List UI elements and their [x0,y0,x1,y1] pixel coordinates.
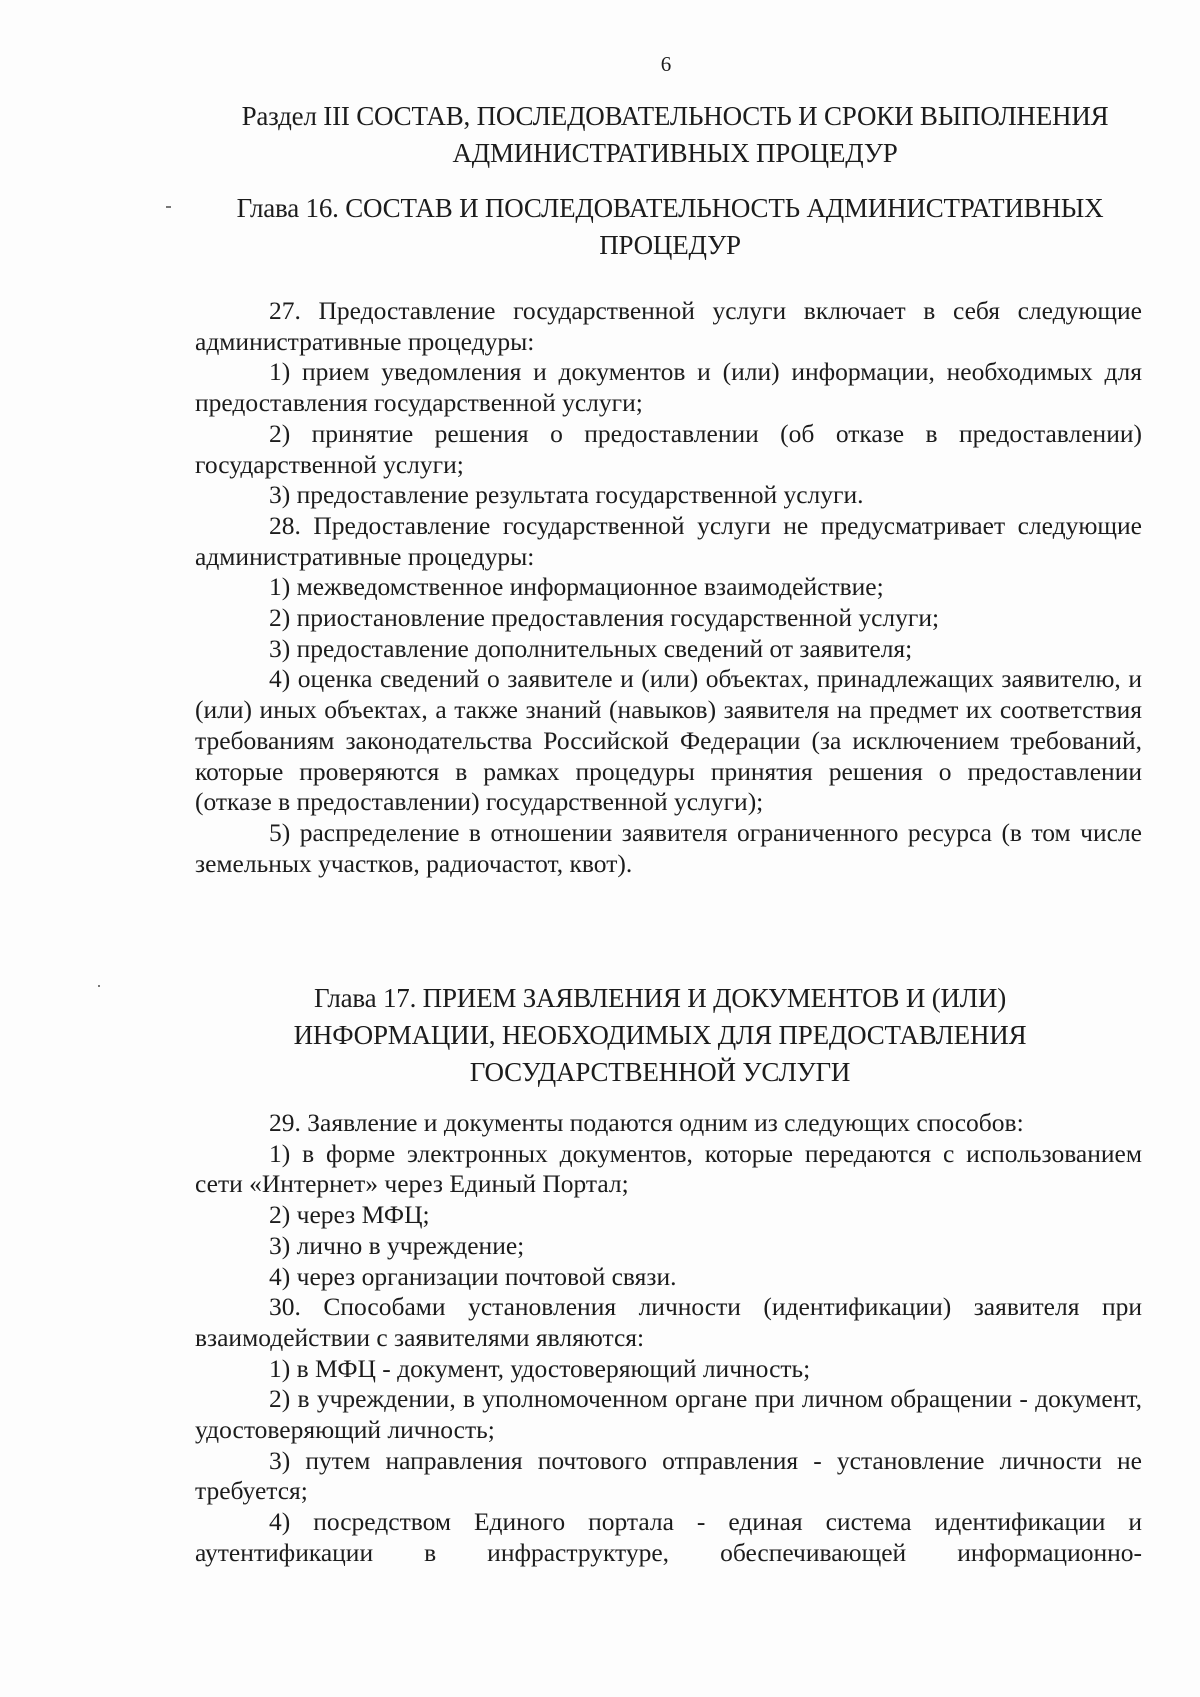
list-item: 3) лично в учреждение; [269,1230,525,1260]
paragraph: 27. Предоставление государственной услуги включает в себя следующие административные процедуры: [195,296,1142,356]
list-item: 2) приостановление предоставления государственной услуги; [269,603,940,633]
chapter-16-title: Глава 16. СОСТАВ И ПОСЛЕДОВАТЕЛЬНОСТЬ АДМИНИСТРАТИВНЫХ ПРОЦЕДУР [236,193,1104,260]
chapter-16-body [195,296,1142,879]
list-item: 3) путем направления почтового отправления - установление личности не требуется; [195,1445,1142,1506]
paragraph: 30. Способами установления личности (идентификации) заявителя при взаимодействии с заявителями являются: [195,1292,1142,1352]
list-item: 4) через организации почтовой связи. [269,1261,677,1291]
list-item: 1) в МФЦ - документ, удостоверяющий личность; [269,1353,811,1383]
list-item: 3) предоставление результата государственной услуги. [269,480,864,510]
page-number: 6 [660,52,672,76]
chapter-17-title: Глава 17. ПРИЕМ ЗАЯВЛЕНИЯ И ДОКУМЕНТОВ И (ИЛИ) ИНФОРМАЦИИ, НЕОБХОДИМЫХ ДЛЯ ПРЕДОСТАВЛЕНИЯ ГОСУДАРСТВЕННОЙ УСЛУГИ [293,983,1027,1087]
list-item: 1) в форме электронных документов, которые передаются с использованием сети «Интернет» через Единый Портал; [195,1138,1142,1199]
list-item: 1) прием уведомления и документов и (или) информации, необходимых для предоставления государственной услуги; [195,357,1142,418]
paragraph: 29. Заявление и документы подаются одним из следующих способов: [269,1108,1024,1137]
list-item: 4) посредством Единого портала - единая система идентификации и аутентификации в инфраструктуре, обеспечивающей информационно- [195,1507,1142,1567]
section-title: Раздел III СОСТАВ, ПОСЛЕДОВАТЕЛЬНОСТЬ И СРОКИ ВЫПОЛНЕНИЯ АДМИНИСТРАТИВНЫХ ПРОЦЕДУР [241,101,1109,168]
list-item: 2) в учреждении, в уполномоченном органе при личном обращении - документ, удостоверяющий личность; [195,1384,1142,1445]
list-item: 4) оценка сведений о заявителе и (или) объектах, принадлежащих заявителю, и (или) иных объектах, а также знаний (навыков) заявителя на предмет их соответствия требованиям законодательства Российской Федерации (за исключением требований, которые проверяются в рамках процедуры принятия решения о предоставлении (отказе в предоставлении) государственной услуги); [195,664,1142,817]
list-item: 5) распределение в отношении заявителя ограниченного ресурса (в том числе земельных участков, радиочастот, квот). [195,817,1142,878]
list-item: 3) предоставление дополнительных сведений от заявителя; [269,633,913,663]
list-item: 1) межведомственное информационное взаимодействие; [269,572,884,602]
margin-dash [166,206,171,208]
margin-dot [98,985,100,987]
list-item: 2) принятие решения о предоставлении (об отказе в предоставлении) государственной услуги; [195,418,1142,479]
chapter-17-body [195,1108,1142,1569]
list-item: 2) через МФЦ; [269,1200,430,1230]
paragraph: 28. Предоставление государственной услуги не предусматривает следующие административные процедуры: [195,510,1142,571]
